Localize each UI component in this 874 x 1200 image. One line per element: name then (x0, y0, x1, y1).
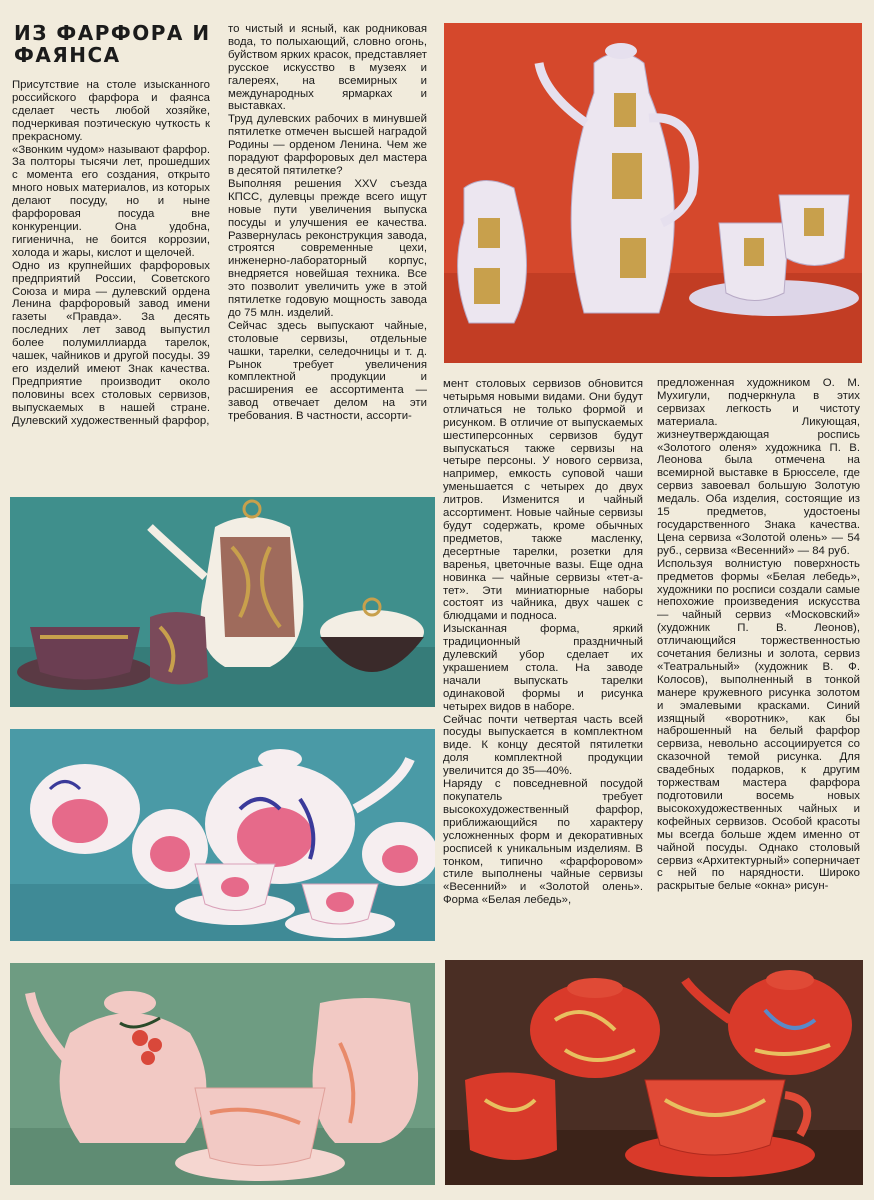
photo-pink-rose-tea-set (10, 729, 435, 941)
paragraph: то чистый и ясный, как родниковая вода, то полыхающий, словно огонь, буйством ярких красок, представляет русское искусство в музеях и галереях, на всемирных и международных ярмарках и выставках. (228, 23, 427, 113)
photo-coffee-set-red (444, 23, 862, 363)
paragraph: Наряду с повседневной посудой покупатель требует высокохудожественный фарфор, приближающийся по характеру усложненных форм и декоративных росписей к уникальным изделиям. В тонком, типично «фарфоровом» стиле выполнены чайные сервизы «Весенний» и «Золотой олень». Форма «Белая лебедь», (443, 778, 643, 907)
paragraph: Сейчас здесь выпускают чайные, столовые сервизы, отдельные чашки, тарелки, селедочницы и т. д. Рынок требует увеличения комплектной продукции и расширения ее ассортимента — завод отвечает делом на эти требования. В частности, ассорти- (228, 319, 427, 423)
paragraph: Сейчас почти четвертая часть всей посуды выпускается в комплектном виде. К концу десятой пятилетки доля комплектной продукции увеличится до 35—40%. (443, 713, 643, 778)
text-column-3 (443, 378, 643, 938)
text-column-4 (657, 377, 860, 937)
text-column-1 (12, 79, 210, 464)
text-column-2 (228, 23, 427, 463)
paragraph: «Звонким чудом» называют фарфор. За полторы тысячи лет, прошедших с момента его создания, открыто много новых материалов, из которых делают посуду, но и ныне фарфоровая посуда вне конкуренции. Она удобна, гигиенична, не боится коррозии, холода и жары, кислот и щелочей. (12, 143, 210, 259)
paragraph: мент столовых сервизов обновится четырьмя новыми видами. Они будут отличаться не только формой и рисунком. В отличие от выпускаемых шестиперсонных сервизов будут выпускаться также сервизы на четыре персоны. У нового сервиза, например, емкость суповой чаши уменьшается с четырех до двух литров. Изменится и чайный ассортимент. Новые чайные сервизы будут содержать, кроме обычных предметов, также масленку, десертные тарелки, розетки для варенья, цветочные вазы. Еще одна новинка — чайные сервизы «тет-а-тет». Эти миниатюрные наборы состоят из чайника, двух чашек с блюдцами и подноса. (443, 378, 643, 623)
paragraph: Присутствие на столе изысканного российского фарфора и фаянса сделает честь любой хозяйке, подчеркивая поэтическую чуткость к прекрасному. (12, 79, 210, 143)
photo-red-tea-set (445, 960, 863, 1185)
paragraph: предложенная художником О. М. Мухигули, подчеркнула в этих сервизах легкость и чистоту материала. Ликующая, жизнеутверждающая роспись «Золотого оленя» художника П. В. Леонова была отмечена на всемирной выставке в Брюсселе, где сервиз завоевал большую Золотую медаль. Оба изделия, состоящие из 15 предметов, удостоены государственного Знака качества. Цена сервиза «Золотой олень» — 54 руб., сервиза «Весенний» — 84 руб. (657, 377, 860, 557)
photo-floral-tea-set (10, 963, 435, 1185)
paragraph: Труд дулевских рабочих в минувшей пятилетке отмечен высшей наградой Родины — орденом Ленина. Чем же порадуют фарфоровых дел мастера в десятой пятилетке? (228, 113, 427, 177)
paragraph: Одно из крупнейших фарфоровых предприятий России, Советского Союза и мира — дулевский ордена Ленина фарфоровый завод имени газеты «Правда». За десять последних лет завод выпустил более полумиллиарда тарелок, чашек, чайников и другой посуды. 39 его изделий имеют Знак качества. Предприятие производит около половины всех столовых сервизов, выпускаемых в нашей стране. Дулевский художественный фарфор, (12, 259, 210, 427)
paragraph: Изысканная форма, яркий традиционный праздничный дулевский убор сделает их украшением стола. На заводе начали выпускать тарелки одинаковой формы и рисунка четырех видов в наборе. (443, 623, 643, 713)
paragraph: Выполняя решения XXV съезда КПСС, дулевцы прежде всего ищут новые пути увеличения выпуска посуды и улучшения ее качества. Развернулась реконструкция завода, строятся современные цехи, инженерно-лабораторный корпус, внедряется новейшая техника. Все это позволит увеличить уже в этой пятилетке годовую мощность завода до 75 млн. изделий. (228, 177, 427, 319)
photo-gold-tea-set (10, 497, 435, 707)
paragraph: Используя волнистую поверхность предметов формы «Белая лебедь», художники по росписи создали самые непохожие произведения искусства — чайный сервиз «Московский» (художник П. В. Леонов), отличающийся торжественностью сочетания белизны и золота, сервиз «Театральный» (художник В. Ф. Колосов), выполненный в тонкой манере кружевного рисунка золотом и эмалевыми красками. Синий изящный «воротник», как бы наброшенный на белый фарфор сервиза, невольно ассоциируется со сказочной темой рисунка. Для свадебных подарков, к другим торжествам мастера фарфора подготовили восемь новых высокохудожественных чайных и кофейных сервизов. Особой красоты мы всегда больше ждем именно от чайной посуды. Однако столовый сервиз «Архитектурный» соперничает с ней по нарядности. Широко раскрытые белые «окна» рисун- (657, 557, 860, 893)
article-title: ИЗ ФАРФОРА И ФАЯНСА (14, 21, 211, 67)
